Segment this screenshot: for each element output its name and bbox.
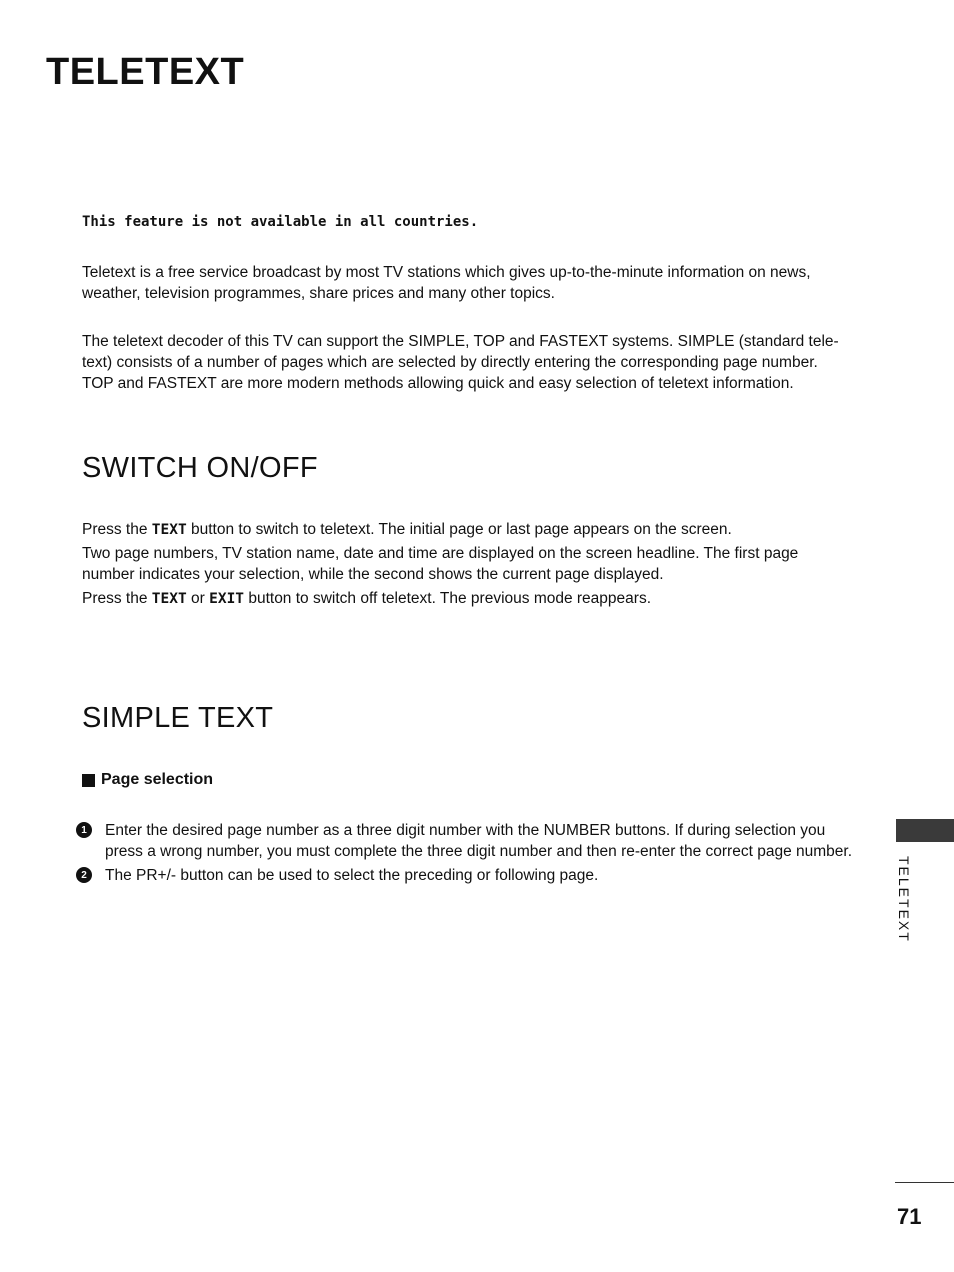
switch-line-3 [82,588,852,610]
page-selection-label: Page selection [101,771,214,788]
switch-heading: SWITCH ON/OFF [82,452,318,484]
square-bullet-icon [82,774,95,787]
intro-paragraph: Teletext is a free service broadcast by most TV stations which gives up-to-the-minute information on news, weather, television programmes, share prices and many other topics. [82,264,811,302]
step-text: Enter the desired page number as a three digit number with the NUMBER buttons. If during selection you press a wrong number, you must complete the three digit number and then re-enter the correct page number. [105,822,852,860]
text-key-label: TEXT [151,522,187,538]
decoder-paragraph: The teletext decoder of this TV can support the SIMPLE, TOP and FASTEXT systems. SIMPLE (standard tele-text) consists of a number of pages which are selected by directly entering the corresponding page number. TOP and FASTEXT are more modern methods allowing quick and easy selection of teletext information. [82,333,839,392]
step-text: The PR+/- button can be used to select the preceding or following page. [105,867,599,884]
switch-line-1 [82,519,852,541]
switch-line-3-pre: Press the [82,590,152,607]
switch-line-1-post: button to switch to teletext. The initial page or last page appears on the screen. [186,521,732,538]
step-item [76,865,866,886]
page-number: 71 [897,1204,922,1229]
page-selection-subheading [82,771,213,789]
side-tab-label: TELETEXT [896,856,912,943]
switch-line-1-pre: Press the [82,521,152,538]
step-item [76,820,866,862]
page-title: TELETEXT [46,51,245,93]
availability-notice: This feature is not available in all countries. [82,214,479,230]
switch-line-3-post: button to switch off teletext. The previous mode reappears. [244,590,651,607]
footer-rule [895,1182,954,1183]
side-tab-marker [896,819,954,842]
switch-line-3-mid: or [186,590,210,607]
simple-text-heading: SIMPLE TEXT [82,702,274,734]
exit-key-label: EXIT [209,591,245,607]
step-number-badge: 1 [76,822,92,838]
switch-line-2: Two page numbers, TV station name, date and time are displayed on the screen headline. The first page number indicates your selection, while the second shows the current page displayed. [82,545,799,583]
text-key-label: TEXT [151,591,187,607]
step-number-badge: 2 [76,867,92,883]
